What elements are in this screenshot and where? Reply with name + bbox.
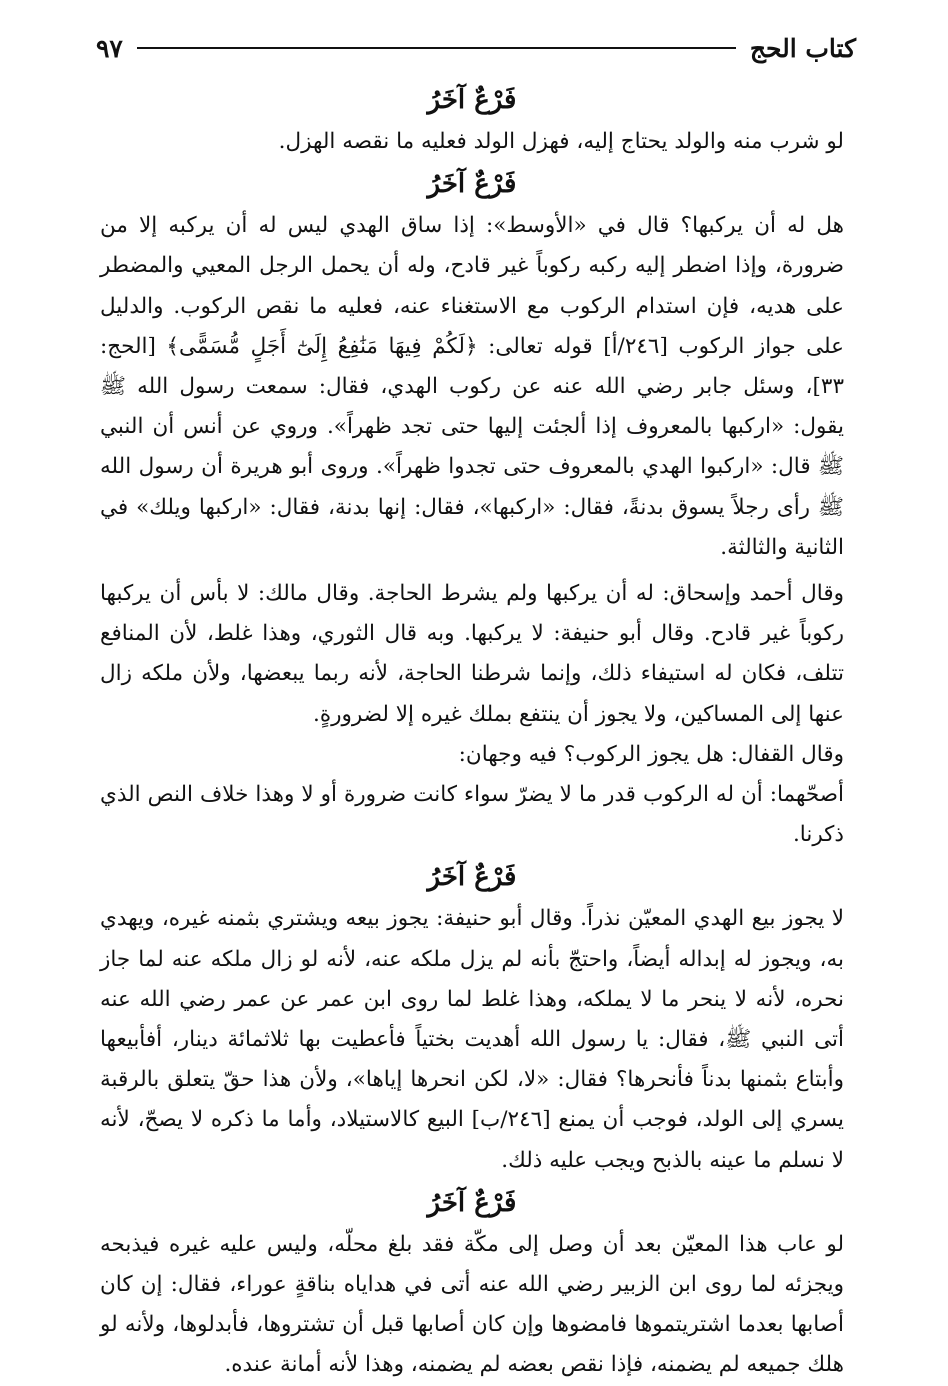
section-1 [100, 78, 844, 162]
paragraph: وقال أحمد وإسحاق: له أن يركبها ولم يشرط الحاجة. وقال مالك: لا بأس أن يركبها ركوباً غير قادح. وقال أبو حنيفة: لا يركبها. وبه قال الثوري، وهذا غلط، لأن المنافع تتلف، فكان له استيفاء ذلك، وإنما شرطنا الحاجة، لأنه ربما يبعضها، ولأن ملكه زال عنها إلى المساكين، ولا يجوز أن ينتفع بملك غيره إلا لضرورةٍ. [100, 581, 844, 727]
section-heading: فَرْعٌ آخَرُ [427, 1187, 517, 1218]
header-rule [137, 47, 736, 49]
running-title: كتاب الحج [749, 33, 856, 63]
section-4 [100, 1181, 844, 1386]
section-heading: فَرْعٌ آخَرُ [427, 85, 517, 115]
paragraph: وقال القفال: هل يجوز الركوب؟ فيه وجهان: [458, 741, 844, 767]
paragraph: لو عاب هذا المعيّن بعد أن وصل إلى مكّة فقد بلغ محلّه، وليس عليه غيره فيذبحه ويجزئه لما روى ابن الزبير رضي الله عنه أتى في هداياه بناقةٍ عوراء، فقال: إن كان أصابها بعدما اشتريتموها فامضوها وإن كان أصابها قبل أن تشتروها، فأبدلوها، ولأنه لو هلك جميعه لم يضمنه، فإذا نقص بعضه لم يضمنه، وهذا لأنه أمانة عنده. [100, 1231, 844, 1378]
paragraph: لا يجوز بيع الهدي المعيّن نذراً. وقال أبو حنيفة: يجوز بيعه ويشتري بثمنه غيره، ويهدي به، ويجوز له إبداله أيضاً، واحتجّ بأنه لم يزل ملكه عنه، لأنه لو زال ملكه عنه لما جاز نحره، لأنه لا ينحر ما لا يملكه، وهذا غلط لما روى ابن عمر عن عمر رضي الله عنه أتى النبي ﷺ، فقال: يا رسول الله أهديت بختياً فأعطيت بها ثلاثمائة دينار، أفأبيعها وأبتاع بثمنها بدناً فأنحرها؟ فقال: «لا، لكن انحرها إياها»، ولأن هذا حقّ يتعلق بالرقبة يسري إلى الولد، فوجب أن يمنع [٢٤٦/ب] البيع كالاستيلاد، وأما ما ذكره لا يصحّ، لأنه لا نسلم ما عينه بالذبح ويجب عليه ذلك. [100, 906, 844, 1173]
paragraph: أصحّهما: أن له الركوب قدر ما لا يضرّ سواء كانت ضرورة أو لا وهذا خلاف النص الذي ذكرنا. [100, 782, 844, 848]
paragraph: لو شرب منه والولد يحتاج إليه، فهزل الولد فعليه ما نقصه الهزل. [278, 129, 844, 154]
page-header [96, 28, 856, 68]
page-number: ٩٧ [96, 33, 123, 63]
section-3 [100, 855, 844, 1180]
section-heading: فَرْعٌ آخَرُ [427, 862, 517, 893]
section-heading: فَرْعٌ آخَرُ [427, 169, 517, 200]
body-text [100, 78, 844, 1386]
section-2 [100, 162, 844, 855]
paragraph: هل له أن يركبها؟ قال في «الأوسط»: إذا ساق الهدي ليس له أن يركبه إلا من ضرورة، وإذا اضطر إليه ركبه ركوباً غير قادح، وله أن يحمل الرجل المعيي والمضطر على هديه، فإن استدام الركوب مع الاستغناء عنه، فعليه ما نقص الركوب. والدليل على جواز الركوب [٢٤٦/أ] قوله تعالى: ﴿لَكُمْ فِيهَا مَنَٰفِعُ إِلَىٰٓ أَجَلٍ مُّسَمًّى﴾ [الحج: ٣٣]، وسئل جابر رضي الله عنه عن ركوب الهدي، فقال: سمعت رسول الله ﷺ يقول: «اركبها بالمعروف إذا ألجئت إليها حتى تجد ظهراً». وروي عن أنس أن النبي ﷺ قال: «اركبوا الهدي بالمعروف حتى تجدوا ظهراً». وروى أبو هريرة أن رسول الله ﷺ رأى رجلاً يسوق بدنةً، فقال: «اركبها»، فقال: إنها بدنة، فقال: «اركبها ويلك» في الثانية والثالثة. [100, 213, 845, 560]
